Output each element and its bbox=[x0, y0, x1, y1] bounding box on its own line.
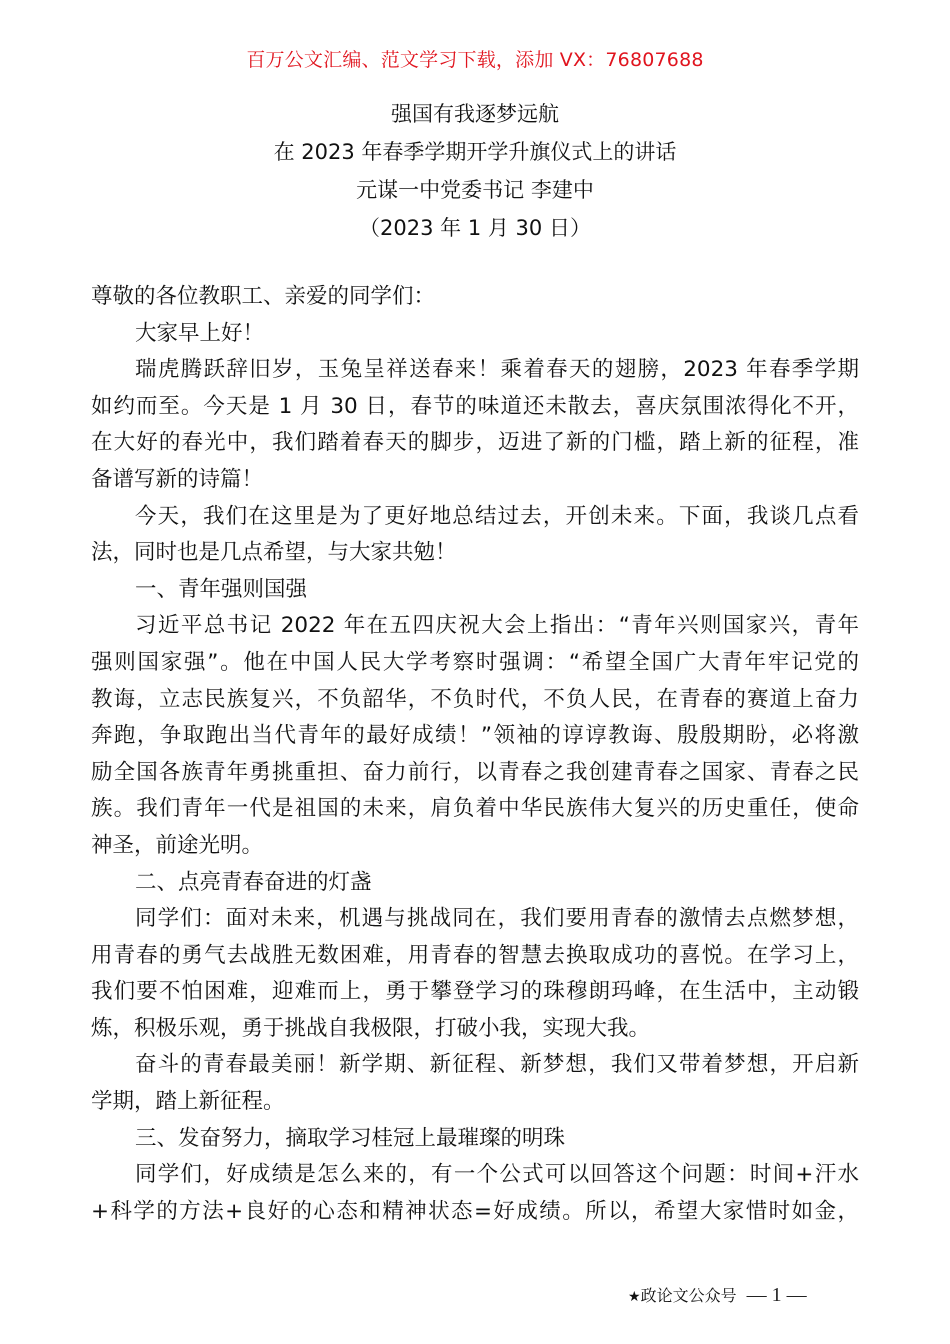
paragraph-line: 炼，积极乐观，勇于挑战自我极限，打破小我，实现大我。 bbox=[91, 1015, 651, 1041]
document-subtitle: 在 2023 年春季学期开学升旗仪式上的讲话 bbox=[273, 140, 677, 164]
paragraph-line: 法，同时也是几点希望，与大家共勉！ bbox=[91, 540, 457, 566]
paragraph-line: 奔跑，争取跑出当代青年的最好成绩！”领袖的谆谆教诲、殷殷期盼，必将激 bbox=[91, 723, 859, 749]
paragraph-line: 备谱写新的诗篇！ bbox=[91, 466, 264, 492]
paragraph-line: 族。我们青年一代是祖国的未来，肩负着中华民族伟大复兴的历史重任，使命 bbox=[91, 796, 859, 822]
paragraph-line: 瑞虎腾跃辞旧岁，玉兔呈祥送春来！乘着春天的翅膀，2023 年春季学期 bbox=[135, 357, 859, 383]
page-footer bbox=[628, 1282, 807, 1310]
document-author: 元谋一中党委书记 李建中 bbox=[356, 178, 594, 202]
title-block bbox=[0, 95, 950, 247]
paragraph-line: 在大好的春光中，我们踏着春天的脚步，迈进了新的门槛，踏上新的征程，准 bbox=[91, 430, 859, 456]
paragraph-line: 神圣，前途光明。 bbox=[91, 832, 264, 858]
salutation: 尊敬的各位教职工、亲爱的同学们： bbox=[91, 284, 436, 309]
paragraph-line: 如约而至。今天是 1 月 30 日，春节的味道还未散去，喜庆氛围浓得化不开， bbox=[91, 393, 859, 419]
paragraph-line: 奋斗的青春最美丽！新学期、新征程、新梦想，我们又带着梦想，开启新 bbox=[135, 1052, 859, 1078]
watermark-banner: 百万公文汇编、范文学习下载，添加 VX：76807688 bbox=[246, 49, 704, 71]
paragraph-line: +科学的方法+良好的心态和精神状态=好成绩。所以，希望大家惜时如金， bbox=[91, 1198, 859, 1224]
paragraph-line: 同学们：面对未来，机遇与挑战同在，我们要用青春的激情去点燃梦想， bbox=[135, 906, 859, 932]
paragraph-line: 用青春的勇气去战胜无数困难，用青春的智慧去换取成功的喜悦。在学习上， bbox=[91, 942, 859, 968]
paragraph-line: 学期，踏上新征程。 bbox=[91, 1089, 285, 1115]
document-date: （2023 年 1 月 30 日） bbox=[359, 216, 591, 240]
document-body bbox=[91, 279, 859, 1230]
star-icon: ★ bbox=[628, 1289, 641, 1305]
paragraph-line: 强则国家强”。他在中国人民大学考察时强调：“希望全国广大青年牢记党的 bbox=[91, 649, 859, 675]
section-heading-3: 三、发奋努力，摘取学习桂冠上最璀璨的明珠 bbox=[135, 1125, 566, 1151]
paragraph-line: 同学们，好成绩是怎么来的，有一个公式可以回答这个问题：时间+汗水 bbox=[135, 1162, 859, 1188]
paragraph-line: 习近平总书记 2022 年在五四庆祝大会上指出：“青年兴则国家兴，青年 bbox=[135, 613, 859, 639]
section-heading-2: 二、点亮青春奋进的灯盏 bbox=[135, 869, 372, 895]
paragraph-line: 教诲，立志民族复兴，不负韶华，不负时代，不负人民，在青春的赛道上奋力 bbox=[91, 686, 859, 712]
page-number: — 1 — bbox=[746, 1284, 807, 1306]
paragraph-line: 我们要不怕困难，迎难而上，勇于攀登学习的珠穆朗玛峰，在生活中，主动锻 bbox=[91, 979, 859, 1005]
paragraph-line: 今天，我们在这里是为了更好地总结过去，开创未来。下面，我谈几点看 bbox=[135, 503, 859, 529]
footer-source: 政论文公众号 bbox=[640, 1286, 737, 1305]
document-title: 强国有我逐梦远航 bbox=[391, 102, 559, 126]
paragraph-line: 励全国各族青年勇挑重担、奋力前行，以青春之我创建青春之国家、青春之民 bbox=[91, 759, 859, 785]
greeting: 大家早上好！ bbox=[135, 320, 265, 346]
section-heading-1: 一、青年强则国强 bbox=[135, 576, 308, 602]
